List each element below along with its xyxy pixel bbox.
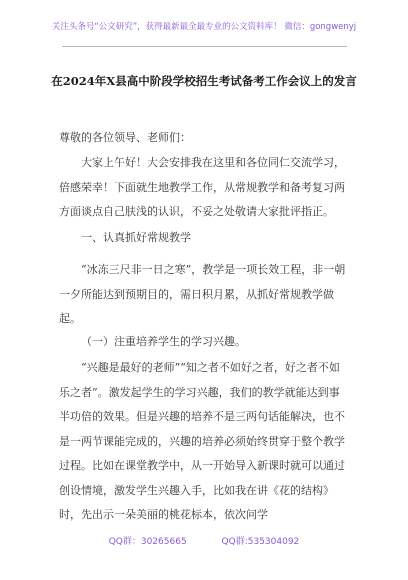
section-heading-1: 一、认真抓好常规教学	[81, 231, 191, 244]
header-banner: 关注头条号“公文研究”，获得最新最全最专业的公文资料库！ 微信：gongwenyj	[51, 22, 357, 32]
footer-contacts	[0, 534, 408, 547]
header-divider	[62, 46, 347, 47]
paragraph-2: “冰冻三尺非一日之寒”，教学是一项长效工程，非一朝一夕所能达到预期目的，需日积月累，从抓好常规教学做起。	[59, 263, 346, 325]
subsection-heading-1: （一）注重培养学生的学习兴趣。	[81, 335, 246, 348]
document-title: 在2024年X县高中阶段学校招生考试备考工作会议上的发言	[51, 74, 357, 88]
footer-qq-group-2: QQ群:535304092	[221, 537, 300, 547]
footer-qq-group-1: QQ群：30265665	[108, 537, 187, 547]
paragraph-3: “兴趣是最好的老师”“知之者不如好之者，好之者不如乐之者”。激发起学生的学习兴趣，我们的教学就能达到事半功倍的效果。但是兴趣的培养不是三两句话能解决，也不是一两节课能完成的，兴趣的培养必须始终贯穿于整个教学过程。比如在课堂教学中，从一开始导入新课时就可以通过创设情境，激发学生兴趣入手，比如我在讲《花的结构》时，先出示一朵美丽的桃花标本，依次问学	[59, 361, 345, 521]
salutation: 尊敬的各位领导、老师们：	[59, 131, 191, 144]
paragraph-intro: 大家上午好！大会安排我在这里和各位同仁交流学习，倍感荣幸！下面就生地教学工作，从常规教学和备考复习两方面谈点自己肤浅的认识，不妥之处敬请大家批评指正。	[59, 156, 345, 218]
